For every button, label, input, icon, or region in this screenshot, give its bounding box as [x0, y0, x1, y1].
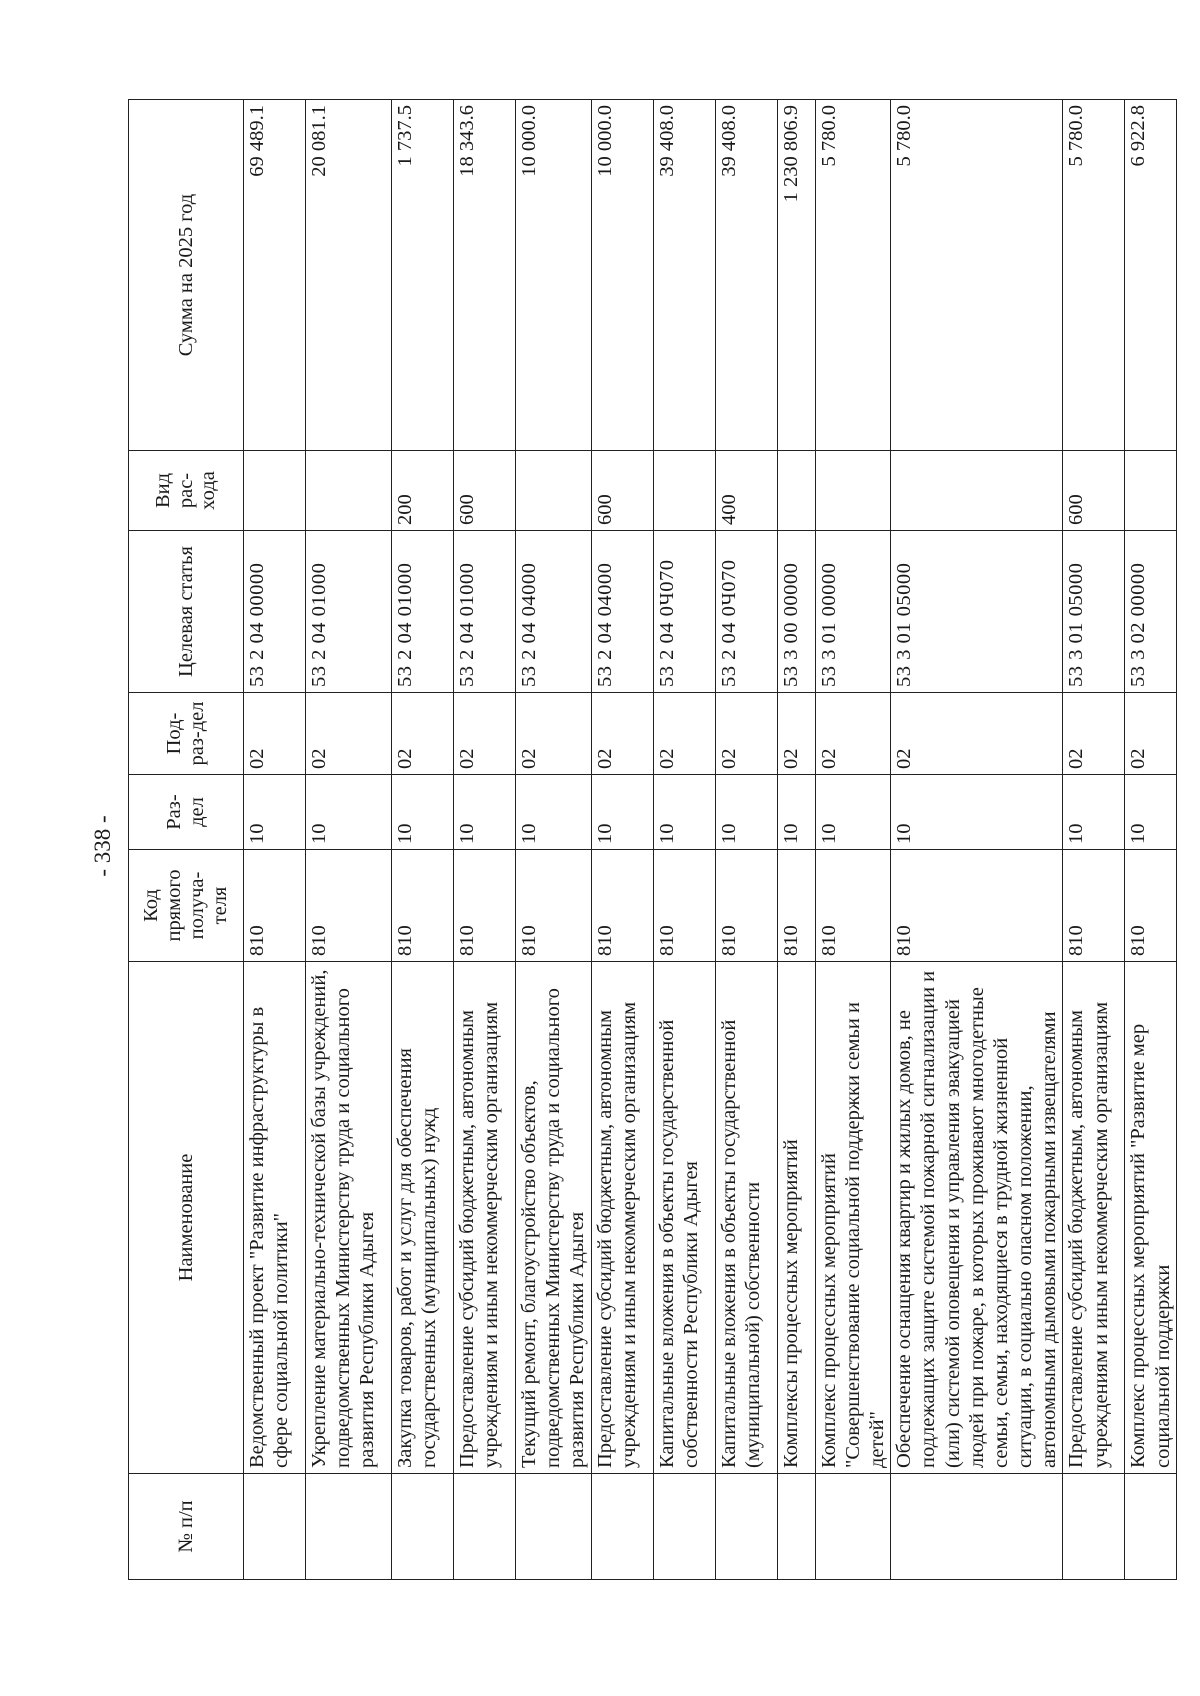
cell-target: 53 2 04 01000 [306, 531, 392, 693]
cell-num [653, 1474, 715, 1580]
table-row [1125, 100, 1176, 1580]
cell-num [306, 1474, 392, 1580]
cell-expense: 400 [715, 451, 777, 531]
cell-section: 10 [815, 775, 891, 850]
cell-subsection: 02 [454, 693, 516, 775]
cell-section: 10 [1063, 775, 1125, 850]
cell-target: 53 2 04 0Ч070 [653, 531, 715, 693]
table-row [1063, 100, 1125, 1580]
page-number: - 338 - [90, 815, 115, 877]
cell-subsection: 02 [653, 693, 715, 775]
cell-target: 53 2 04 04000 [516, 531, 592, 693]
cell-expense [516, 451, 592, 531]
cell-recipient: 810 [1125, 850, 1176, 962]
cell-subsection: 02 [891, 693, 1063, 775]
table-row [777, 100, 815, 1580]
cell-sum: 1 230 806.9 [777, 100, 815, 451]
header-expense: Вид рас-хода [129, 451, 244, 531]
cell-subsection: 02 [516, 693, 592, 775]
cell-expense [653, 451, 715, 531]
header-sum: Сумма на 2025 год [129, 100, 244, 451]
cell-subsection: 02 [392, 693, 454, 775]
cell-section: 10 [306, 775, 392, 850]
cell-target: 53 3 02 00000 [1125, 531, 1176, 693]
cell-num [891, 1474, 1063, 1580]
cell-expense: 600 [591, 451, 653, 531]
cell-target: 53 2 04 0Ч070 [715, 531, 777, 693]
table-row [306, 100, 392, 1580]
cell-num [777, 1474, 815, 1580]
cell-section: 10 [454, 775, 516, 850]
cell-target: 53 2 04 04000 [591, 531, 653, 693]
cell-subsection: 02 [1063, 693, 1125, 775]
budget-table [128, 99, 1177, 1580]
table-row [815, 100, 891, 1580]
cell-sum: 10 000.0 [591, 100, 653, 451]
cell-subsection: 02 [591, 693, 653, 775]
cell-num [516, 1474, 592, 1580]
cell-recipient: 810 [454, 850, 516, 962]
cell-subsection: 02 [1125, 693, 1176, 775]
cell-expense [891, 451, 1063, 531]
header-num: № п/п [129, 1474, 244, 1580]
cell-num [815, 1474, 891, 1580]
cell-section: 10 [591, 775, 653, 850]
cell-expense: 200 [392, 451, 454, 531]
table-row [516, 100, 592, 1580]
cell-sum: 5 780.0 [815, 100, 891, 451]
cell-sum: 69 489.1 [244, 100, 306, 451]
cell-section: 10 [392, 775, 454, 850]
cell-recipient: 810 [653, 850, 715, 962]
cell-name: Предоставление субсидий бюджетным, автономным учреждениям и иным некоммерческим организациям [454, 962, 516, 1474]
cell-target: 53 2 04 01000 [392, 531, 454, 693]
cell-sum: 39 408.0 [653, 100, 715, 451]
cell-expense [244, 451, 306, 531]
cell-expense: 600 [1063, 451, 1125, 531]
cell-expense [306, 451, 392, 531]
cell-name: Текущий ремонт, благоустройство объектов, подведомственных Министерству труда и социального развития Республики Адыгея [516, 962, 592, 1474]
cell-num [454, 1474, 516, 1580]
cell-sum: 18 343.6 [454, 100, 516, 451]
cell-name: Обеспечение оснащения квартир и жилых домов, не подлежащих защите системой пожарной сигнализации и (или) системой оповещения и управления эвакуацией людей при пожаре, в которых проживают многодетные семьи, семьи, находящиеся в трудной жизненной ситуации, в социально опасном положении, автономными дымовыми пожарными извещателями [891, 962, 1063, 1474]
cell-sum: 10 000.0 [516, 100, 592, 451]
cell-name: Комплексы процессных мероприятий [777, 962, 815, 1474]
cell-sum: 20 081.1 [306, 100, 392, 451]
cell-recipient: 810 [1063, 850, 1125, 962]
cell-name: Предоставление субсидий бюджетным, автономным учреждениям и иным некоммерческим организациям [1063, 962, 1125, 1474]
cell-num [244, 1474, 306, 1580]
cell-section: 10 [1125, 775, 1176, 850]
cell-expense: 600 [454, 451, 516, 531]
cell-section: 10 [715, 775, 777, 850]
cell-name: Комплекс процессных мероприятий "Совершенствование социальной поддержки семьи и детей" [815, 962, 891, 1474]
cell-num [591, 1474, 653, 1580]
table-row [454, 100, 516, 1580]
cell-subsection: 02 [244, 693, 306, 775]
cell-target: 53 2 04 01000 [454, 531, 516, 693]
cell-target: 53 3 01 05000 [1063, 531, 1125, 693]
cell-num [715, 1474, 777, 1580]
cell-section: 10 [516, 775, 592, 850]
header-row [129, 100, 244, 1580]
table-row [244, 100, 306, 1580]
cell-sum: 5 780.0 [1063, 100, 1125, 451]
cell-recipient: 810 [392, 850, 454, 962]
table-row [653, 100, 715, 1580]
cell-subsection: 02 [777, 693, 815, 775]
cell-sum: 6 922.8 [1125, 100, 1176, 451]
cell-subsection: 02 [306, 693, 392, 775]
header-recipient: Код прямого получа-теля [129, 850, 244, 962]
header-section: Раз-дел [129, 775, 244, 850]
header-target: Целевая статья [129, 531, 244, 693]
cell-name: Комплекс процессных мероприятий "Развитие мер социальной поддержки [1125, 962, 1176, 1474]
cell-recipient: 810 [244, 850, 306, 962]
cell-recipient: 810 [815, 850, 891, 962]
table-body [244, 100, 1177, 1580]
cell-subsection: 02 [715, 693, 777, 775]
cell-recipient: 810 [306, 850, 392, 962]
cell-name: Ведомственный проект "Развитие инфраструктуры в сфере социальной политики" [244, 962, 306, 1474]
cell-recipient: 810 [891, 850, 1063, 962]
cell-name: Укрепление материально-технической базы учреждений, подведомственных Министерству труда и социального развития Республики Адыгея [306, 962, 392, 1474]
cell-recipient: 810 [591, 850, 653, 962]
cell-num [1125, 1474, 1176, 1580]
cell-name: Предоставление субсидий бюджетным, автономным учреждениям и иным некоммерческим организациям [591, 962, 653, 1474]
cell-section: 10 [653, 775, 715, 850]
cell-name: Закупка товаров, работ и услуг для обеспечения государственных (муниципальных) нужд [392, 962, 454, 1474]
cell-name: Капитальные вложения в объекты государственной собственности Республики Адыгея [653, 962, 715, 1474]
table-row [591, 100, 653, 1580]
table-row [392, 100, 454, 1580]
cell-target: 53 3 01 05000 [891, 531, 1063, 693]
cell-section: 10 [777, 775, 815, 850]
cell-recipient: 810 [777, 850, 815, 962]
cell-target: 53 2 04 00000 [244, 531, 306, 693]
cell-recipient: 810 [715, 850, 777, 962]
header-subsection: Под-раз-дел [129, 693, 244, 775]
cell-subsection: 02 [815, 693, 891, 775]
cell-target: 53 3 01 00000 [815, 531, 891, 693]
cell-num [1063, 1474, 1125, 1580]
cell-sum: 1 737.5 [392, 100, 454, 451]
cell-recipient: 810 [516, 850, 592, 962]
rotated-table-wrapper [128, 100, 1174, 1580]
cell-expense [1125, 451, 1176, 531]
cell-section: 10 [244, 775, 306, 850]
cell-expense [815, 451, 891, 531]
table-row [715, 100, 777, 1580]
cell-target: 53 3 00 00000 [777, 531, 815, 693]
cell-expense [777, 451, 815, 531]
cell-name: Капитальные вложения в объекты государственной (муниципальной) собственности [715, 962, 777, 1474]
table-row [891, 100, 1063, 1580]
header-name: Наименование [129, 962, 244, 1474]
cell-section: 10 [891, 775, 1063, 850]
cell-sum: 39 408.0 [715, 100, 777, 451]
cell-sum: 5 780.0 [891, 100, 1063, 451]
cell-num [392, 1474, 454, 1580]
